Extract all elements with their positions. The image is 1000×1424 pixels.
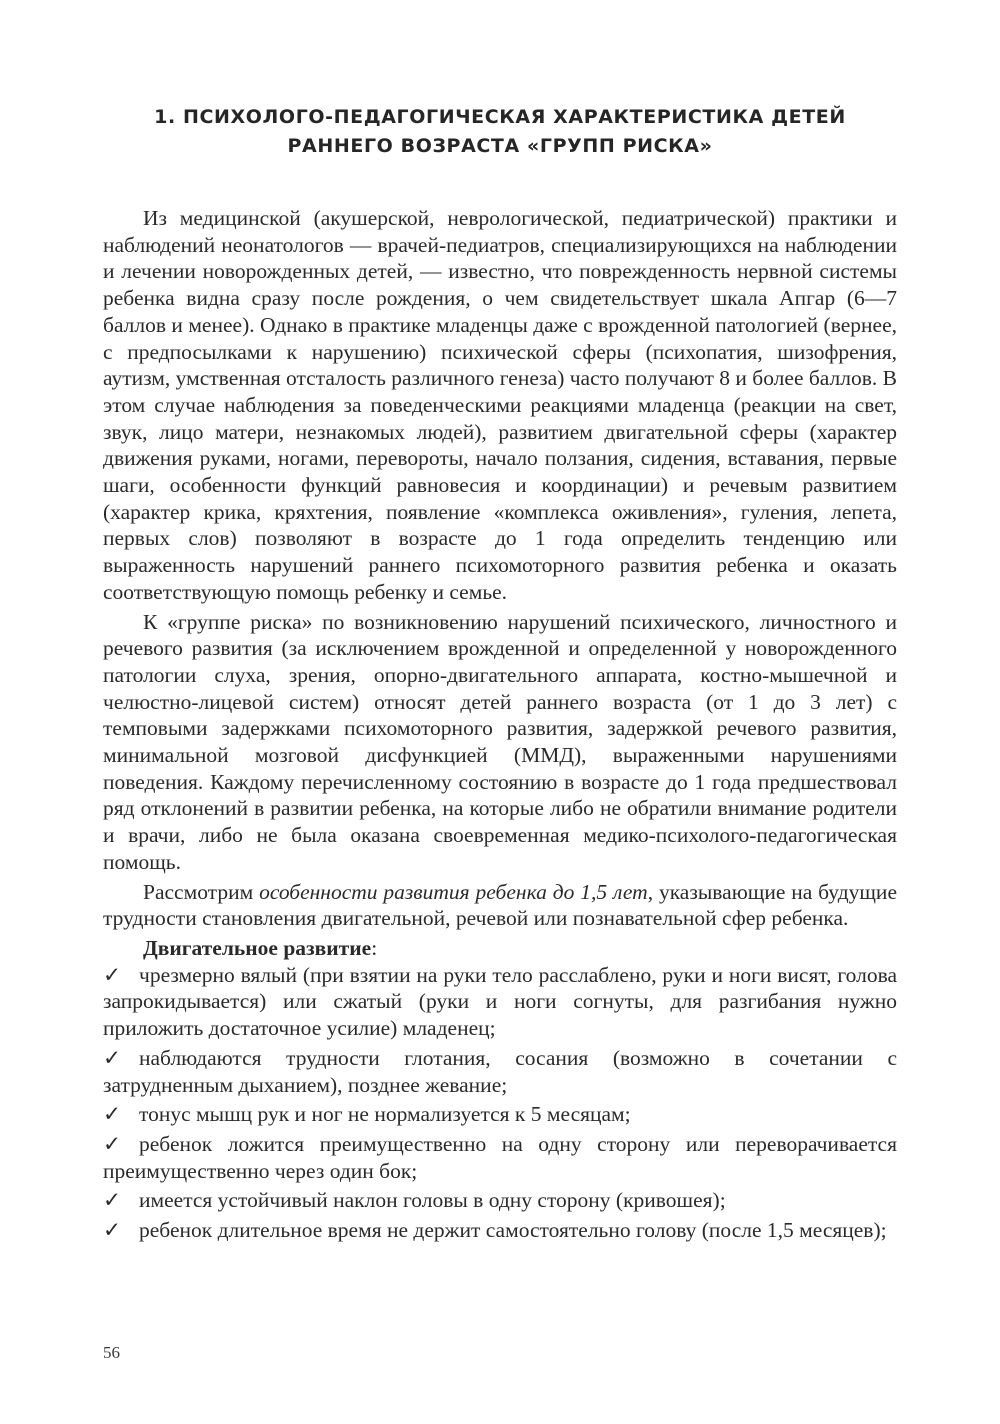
paragraph-3-italic: особенности развития ребенка до 1,5 лет [259, 879, 648, 904]
body-text [103, 205, 897, 1247]
list-item [103, 1217, 897, 1244]
paragraph-3-start: Рассмотрим [143, 879, 260, 904]
chapter-title-line-1: 1. ПСИХОЛОГО-ПЕДАГОГИЧЕСКАЯ ХАРАКТЕРИСТИКА ДЕТЕЙ [154, 106, 846, 128]
list-item-text: наблюдаются трудности глотания, сосания (возможно в сочетании с затрудненным дыханием), позднее жевание; [103, 1045, 897, 1097]
section-heading-label: Двигательное развитие [143, 935, 372, 960]
list-item-text: имеется устойчивый наклон головы в одну сторону (кривошея); [139, 1188, 726, 1213]
checkmark-icon: ✓ [103, 1218, 122, 1243]
checkmark-icon: ✓ [103, 1188, 122, 1213]
list-item-text: чрезмерно вялый (при взятии на руки тело расслаблено, руки и ноги висят, голова запрокидывается) или сжатый (руки и ноги согнуты, для разгибания нужно приложить достаточное усилие) младенец; [103, 962, 897, 1041]
section-heading-colon: : [371, 935, 378, 960]
checkmark-icon: ✓ [103, 962, 122, 987]
list-item [103, 962, 897, 1042]
page-number: 56 [103, 1343, 120, 1362]
checkmark-icon: ✓ [103, 1102, 122, 1127]
paragraph-3-end: , указывающие на будущие трудности становления двигательной, речевой или познавательной сфер ребенка. [103, 879, 897, 931]
list-item [103, 1131, 897, 1184]
checkmark-icon: ✓ [103, 1045, 122, 1070]
list-item [103, 1187, 897, 1214]
paragraph-1: Из медицинской (акушерской, неврологической, педиатрической) практики и наблюдений неонатологов — врачей-педиатров, специализирующихся на наблюдении и лечении новорожденных детей, — известно, что поврежденность нервной системы ребенка видна сразу после рождения, о чем свидетельствует шкала Апгар (6—7 баллов и менее). Однако в практике младенцы даже с врожденной патологией (вернее, с предпосылками к нарушению) психической сферы (психопатия, шизофрения, аутизм, умственная отсталость различного генеза) часто получают 8 и более баллов. В этом случае наблюдения за поведенческими реакциями младенца (реакции на свет, звук, лицо матери, незнакомых людей), развитием двигательной сферы (характер движения руками, ногами, перевороты, начало ползания, сидения, вставания, первые шаги, особенности функций равновесия и координации) и речевым развитием (характер крика, кряхтения, появление «комплекса оживления», гуления, лепета, первых слов) позволяют в возрасте до 1 года определить тенденцию или выраженность нарушений раннего психомоторного развития ребенка и оказать соответствующую помощь ребенку и семье. [103, 206, 897, 604]
checkmark-icon: ✓ [103, 1131, 122, 1156]
chapter-title-line-2: РАННЕГО ВОЗРАСТА «ГРУПП РИСКА» [287, 135, 713, 157]
paragraph-3 [103, 879, 897, 932]
list-item [103, 1045, 897, 1098]
section-heading [103, 935, 897, 962]
chapter-title [103, 103, 897, 161]
list-item-text: ребенок длительное время не держит самостоятельно голову (после 1,5 месяцев); [139, 1218, 887, 1243]
paragraph-2: К «группе риска» по возникновению нарушений психического, личностного и речевого развития (за исключением врожденной и определенной у новорожденного патологии слуха, зрения, опорно-двигательного аппарата, костно-мышечной и челюстно-лицевой систем) относят детей раннего возраста (от 1 до 3 лет) с темповыми задержками психомоторного развития, задержкой речевого развития, минимальной мозговой дисфункцией (ММД), выраженными нарушениями поведения. Каждому перечисленному состоянию в возрасте до 1 года предшествовал ряд отклонений в развитии ребенка, на которые либо не обратили внимание родители и врачи, либо не была оказана своевременная медико-психолого-педагогическая помощь. [103, 609, 897, 874]
list-item [103, 1101, 897, 1128]
list-item-text: тонус мышц рук и ног не нормализуется к 5 месяцам; [139, 1102, 631, 1127]
list-item-text: ребенок ложится преимущественно на одну сторону или переворачивается преимущественно через один бок; [103, 1131, 897, 1183]
